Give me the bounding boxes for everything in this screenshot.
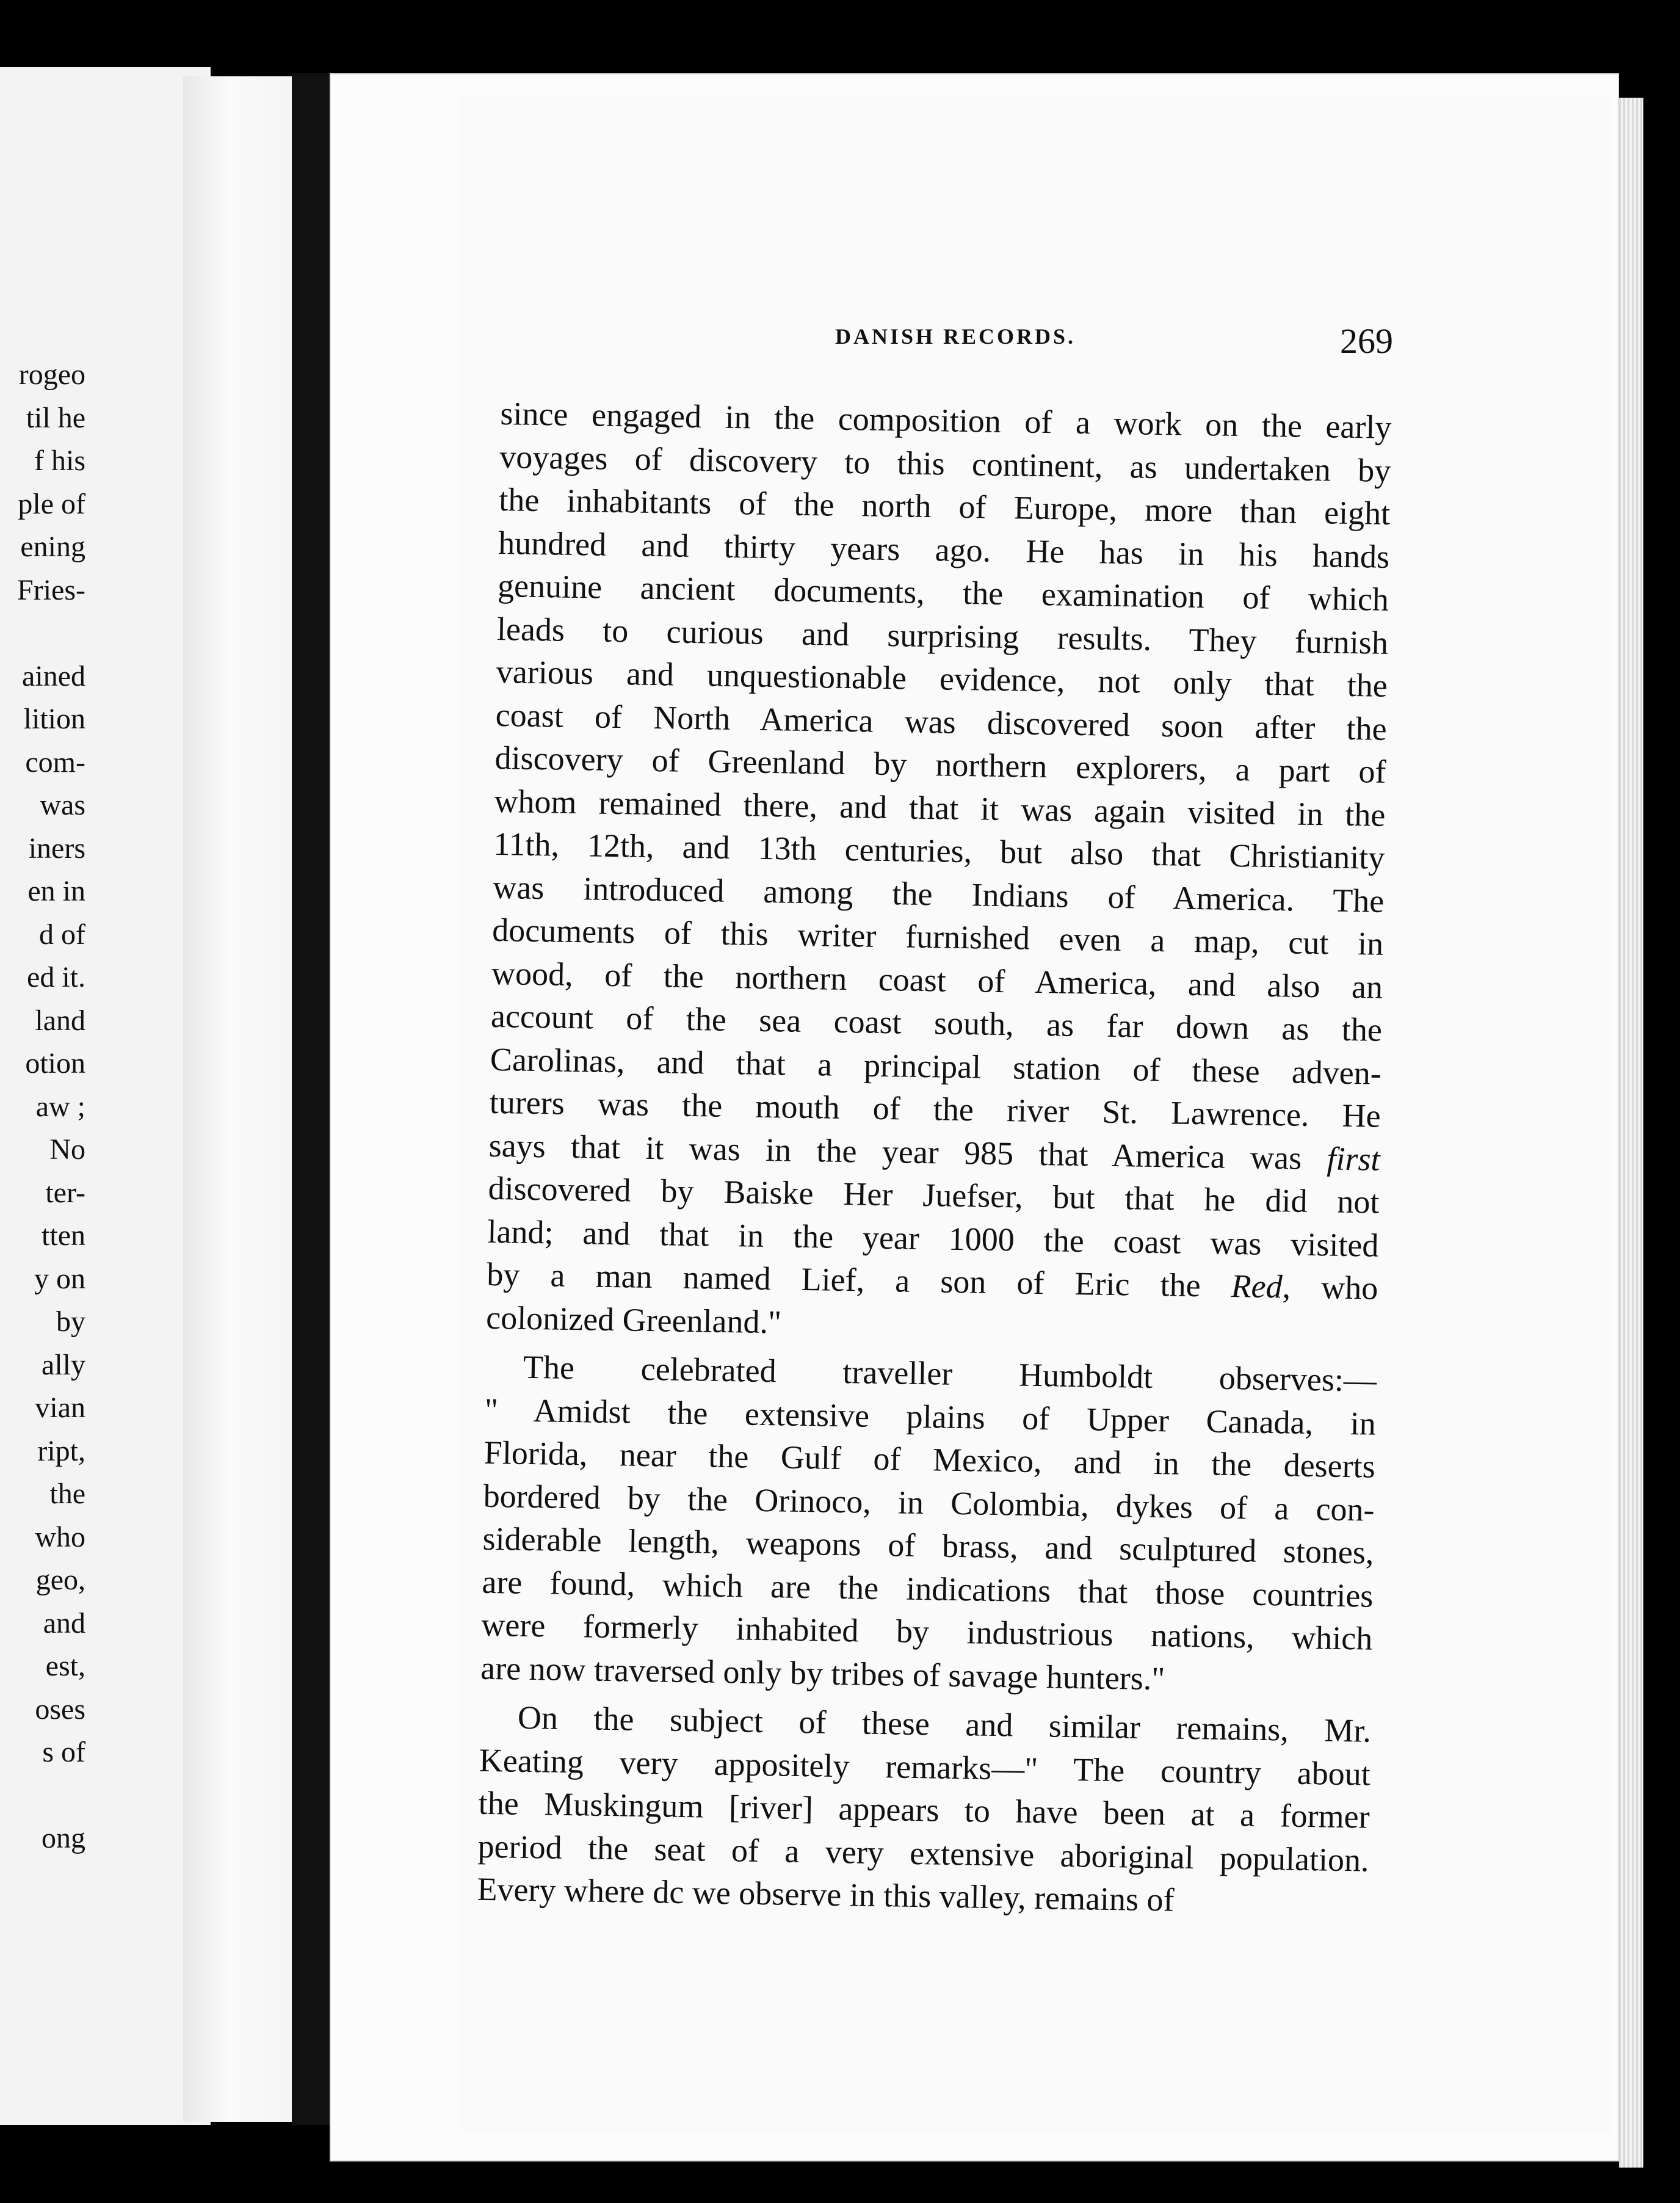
left-page-line: otion xyxy=(25,1047,85,1080)
text-line: whom remained there, and that it was again visited in the xyxy=(494,782,1386,833)
text-line: discovery of Greenland by northern explorers, a part of xyxy=(494,739,1387,790)
left-page-line: and xyxy=(43,1606,85,1639)
text-line: 11th, 12th, and 13th centuries, but also that Christianity xyxy=(493,825,1385,876)
text-line: voyages of discovery to this continent, as undertaken by xyxy=(499,438,1391,489)
text-line: " Amidst the extensive plains of Upper Canada, in xyxy=(484,1391,1377,1442)
page-number: 269 xyxy=(1340,321,1393,361)
text-line: coast of North America was discovered soon after the xyxy=(495,696,1388,747)
left-page-line: geo, xyxy=(35,1564,85,1596)
left-page-line: Fries- xyxy=(17,573,85,606)
left-page-line: iners xyxy=(28,832,85,865)
left-page-line: d of xyxy=(39,918,85,951)
text-line: The celebrated traveller Humboldt observes:— xyxy=(523,1348,1377,1399)
text-line: land; and that in the year 1000 the coast was visited xyxy=(487,1213,1379,1264)
text-line: genuine ancient documents, the examination of which xyxy=(497,567,1389,618)
left-page-line: land xyxy=(35,1004,85,1037)
book-gutter xyxy=(292,73,333,2125)
page-edges xyxy=(1619,98,1643,2168)
left-page-line: lition xyxy=(23,703,85,735)
text-line: hundred and thirty years ago. He has in his hands xyxy=(498,524,1390,575)
left-page-line: vian xyxy=(35,1392,85,1424)
left-page-line: com- xyxy=(25,746,85,778)
text-line: the inhabitants of the north of Europe, more than eight xyxy=(498,481,1391,532)
text-line: account of the sea coast south, as far down as the xyxy=(490,997,1383,1048)
text-line: the Muskingum [river] appears to have been at a former xyxy=(478,1784,1370,1835)
left-page-line: ong xyxy=(42,1822,85,1854)
text-line: since engaged in the composition of a work on the early xyxy=(500,395,1392,446)
running-head: DANISH RECORDS. xyxy=(835,324,1076,349)
left-page-line: f his xyxy=(34,445,85,477)
text-line: On the subject of these and similar remains, Mr. xyxy=(517,1699,1372,1749)
text-line: were formerly inhabited by industrious nations, which xyxy=(480,1606,1373,1657)
text-line: are found, which are the indications that those countries xyxy=(482,1563,1374,1614)
text-line: Keating very appositely remarks—" The country about xyxy=(479,1741,1371,1793)
text-line: was introduced among the Indians of America. The xyxy=(492,868,1385,920)
left-page-line: ally xyxy=(42,1348,85,1381)
text-line: wood, of the northern coast of America, and also an xyxy=(491,954,1383,1006)
left-page-line: tten xyxy=(42,1219,85,1252)
left-page-line: ed it. xyxy=(27,961,85,993)
left-page-line: est, xyxy=(45,1650,85,1682)
left-page-line: aw ; xyxy=(35,1090,85,1123)
text-line: Florida, near the Gulf of Mexico, and in the deserts xyxy=(483,1434,1376,1485)
text-line: documents of this writer furnished even a map, cut in xyxy=(491,911,1384,962)
left-page-line: y on xyxy=(34,1262,85,1295)
text-line: turers was the mouth of the river St. Lawrence. He xyxy=(489,1083,1381,1134)
left-page-line: oses xyxy=(35,1693,85,1726)
left-page-fragment xyxy=(0,67,211,2125)
left-page-line: by xyxy=(56,1305,85,1338)
text-line: discovered by Baiske Her Juefser, but that he did not xyxy=(488,1169,1380,1221)
left-page-line: ple of xyxy=(18,487,85,520)
left-page-edge xyxy=(183,76,299,2122)
left-page-line: rogeo xyxy=(18,358,85,391)
text-line: period the seat of a very extensive aboriginal population. xyxy=(477,1827,1370,1879)
left-page-line: ript, xyxy=(37,1434,85,1467)
text-line: by a man named Lief, a son of Eric the Red, who xyxy=(486,1255,1378,1307)
left-page-line: No xyxy=(49,1133,85,1166)
text-line: says that it was in the year 985 that America was first xyxy=(488,1127,1381,1178)
left-page-line: ening xyxy=(20,531,85,563)
left-page-line: s of xyxy=(42,1736,85,1768)
text-line: siderable length, weapons of brass, and sculptured stones, xyxy=(482,1520,1374,1571)
left-page-line: ained xyxy=(22,659,85,692)
left-page-line: who xyxy=(35,1520,85,1553)
text-line: Carolinas, and that a principal station of these adven- xyxy=(490,1040,1382,1092)
text-line: various and unquestionable evidence, not only that the xyxy=(496,653,1388,704)
left-page-line: was xyxy=(40,789,85,821)
text-line: leads to curious and surprising results. They furnish xyxy=(496,610,1389,661)
left-page-line: til he xyxy=(26,401,85,434)
text-line: bordered by the Orinoco, in Colombia, dykes of a con- xyxy=(483,1477,1375,1528)
text-line: are now traversed only by tribes of savage hunters." xyxy=(480,1649,1165,1697)
left-page-line: the xyxy=(49,1478,85,1510)
text-line: Every where dc we observe in this valley, remains of xyxy=(477,1870,1175,1918)
text-line: colonized Greenland." xyxy=(485,1299,782,1340)
left-page-line: en in xyxy=(27,875,85,907)
left-page-line: ter- xyxy=(45,1176,85,1209)
